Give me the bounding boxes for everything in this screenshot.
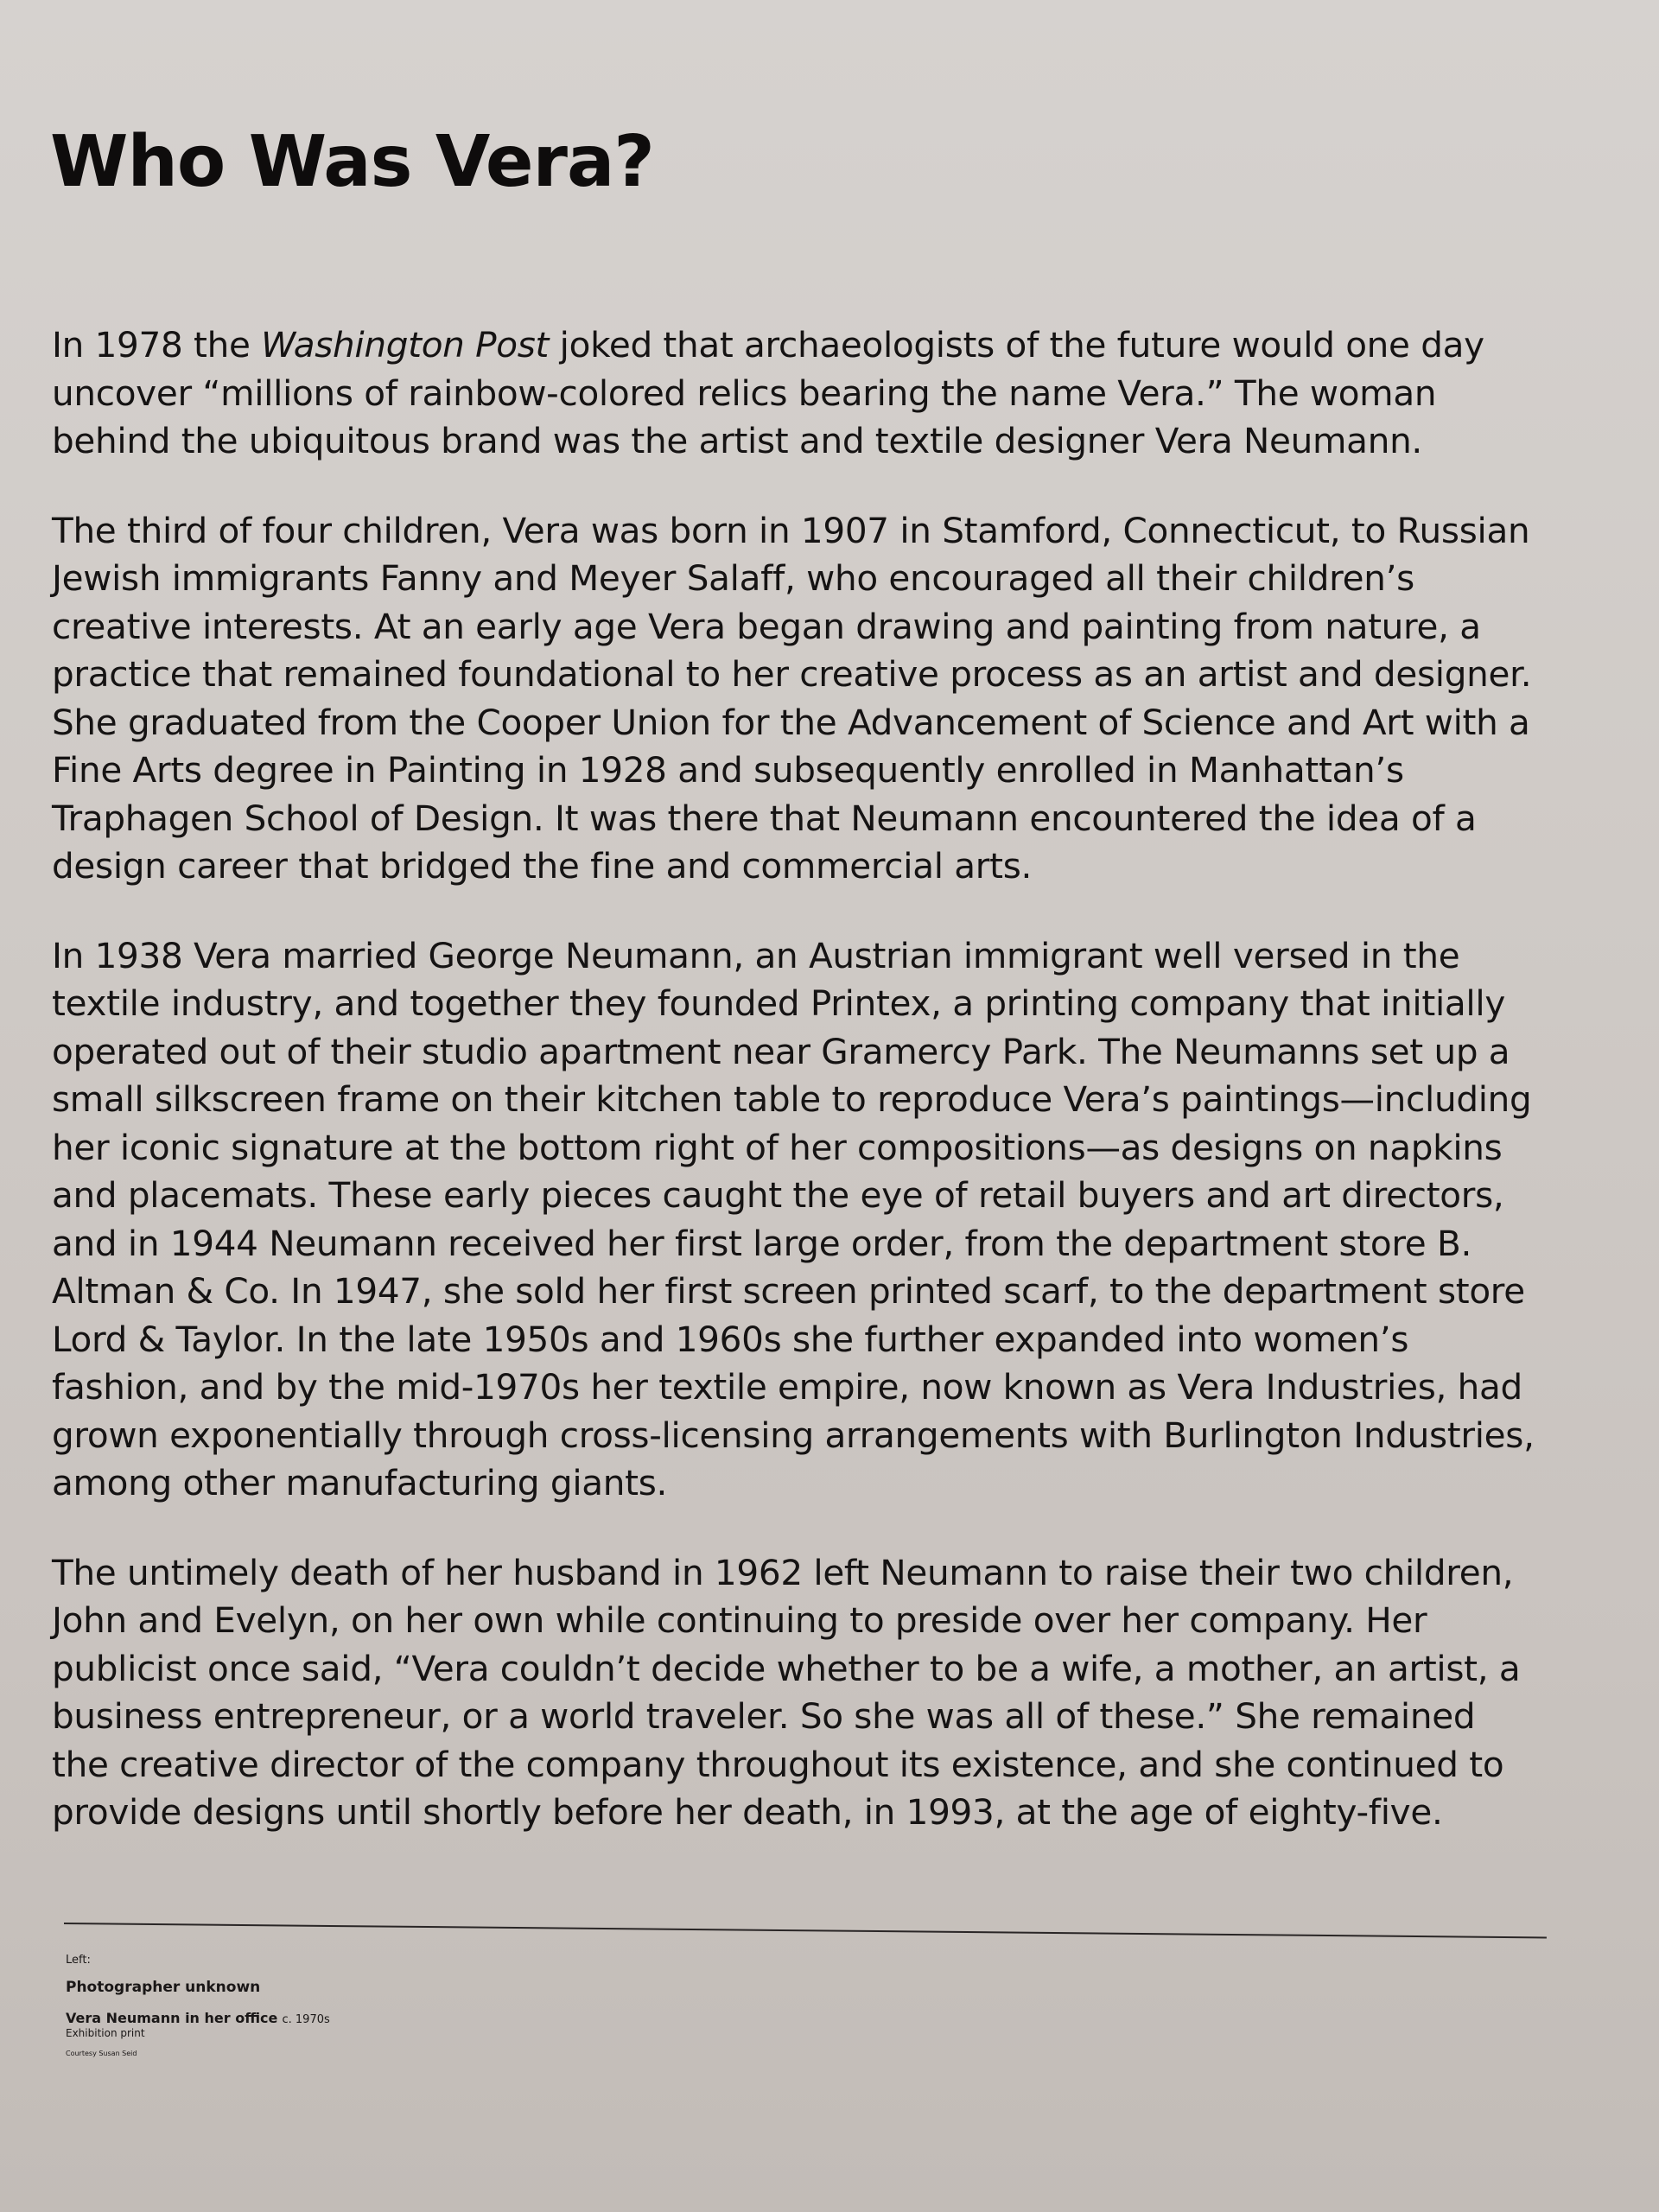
caption-divider	[64, 1923, 1547, 1938]
caption-position: Left:	[66, 1954, 91, 1967]
caption-date: c. 1970s	[282, 2013, 330, 2026]
newspaper-title: Washington Post	[261, 324, 550, 365]
label-body	[52, 321, 1538, 1878]
caption-medium: Exhibition print	[66, 2027, 145, 2039]
paragraph-1-rest: joked that archaeologists of the future would one day uncover “millions of rainbow-colored relics bearing the name Vera.” The woman behind the ubiquitous brand was the artist and textile designer Vera Neumann.	[52, 324, 1484, 461]
paragraph-2: The third of four children, Vera was born in 1907 in Stamford, Connecticut, to Russian Jewish immigrants Fanny and Meyer Salaff, who encouraged all their children’s creative interests. At an early age Vera began drawing and painting from nature, a practice that remained foundational to her creative process as an artist and designer. She graduated from the Cooper Union for the Advancement of Science and Art with a Fine Arts degree in Painting in 1928 and subsequently enrolled in Manhattan’s Traphagen School of Design. It was there that Neumann encountered the idea of a design career that bridged the fine and commercial arts.	[52, 509, 1532, 887]
paragraph-3: In 1938 Vera married George Neumann, an Austrian immigrant well versed in the textile industry, and together they founded Printex, a printing company that initially operated out of their studio apartment near Gramercy Park. The Neumanns set up a small silkscreen frame on their kitchen table to reproduce Vera’s paintings—including her iconic signature at the bottom right of her compositions—as designs on napkins and placemats. These early pieces caught the eye of retail buyers and art directors, and in 1944 Neumann received her first large order, from the department store B. Altman & Co. In 1947, she sold her first screen printed scarf, to the department store Lord & Taylor. In the late 1950s and 1960s she further expanded into women’s fashion, and by the mid-1970s her textile empire, now known as Vera Industries, had grown exponentially through cross-licensing arrangements with Burlington Industries, among other manufacturing giants.	[52, 934, 1535, 1503]
paragraph-1	[52, 321, 1538, 466]
caption-credit: Photographer unknown	[66, 1979, 261, 1996]
paragraph-1-lead: In 1978 the	[52, 324, 262, 365]
paragraph-4: The untimely death of her husband in 1962 left Neumann to raise their two children, John and Evelyn, on her own while continuing to preside over her company. Her publicist once said, “Vera couldn’t decide whether to be a wife, a mother, an artist, a business entrepreneur, or a world traveler. So she was all of these.” She remained the creative director of the company throughout its existence, and she continued to provide designs until shortly before her death, in 1993, at the age of eighty-five.	[52, 1551, 1521, 1833]
caption-courtesy: Courtesy Susan Seid	[66, 2050, 137, 2057]
caption-artwork-title: Vera Neumann in her office	[66, 2010, 278, 2026]
page-title: Who Was Vera?	[50, 121, 654, 203]
caption-title-line	[66, 2010, 330, 2026]
image-caption	[66, 1954, 330, 2057]
